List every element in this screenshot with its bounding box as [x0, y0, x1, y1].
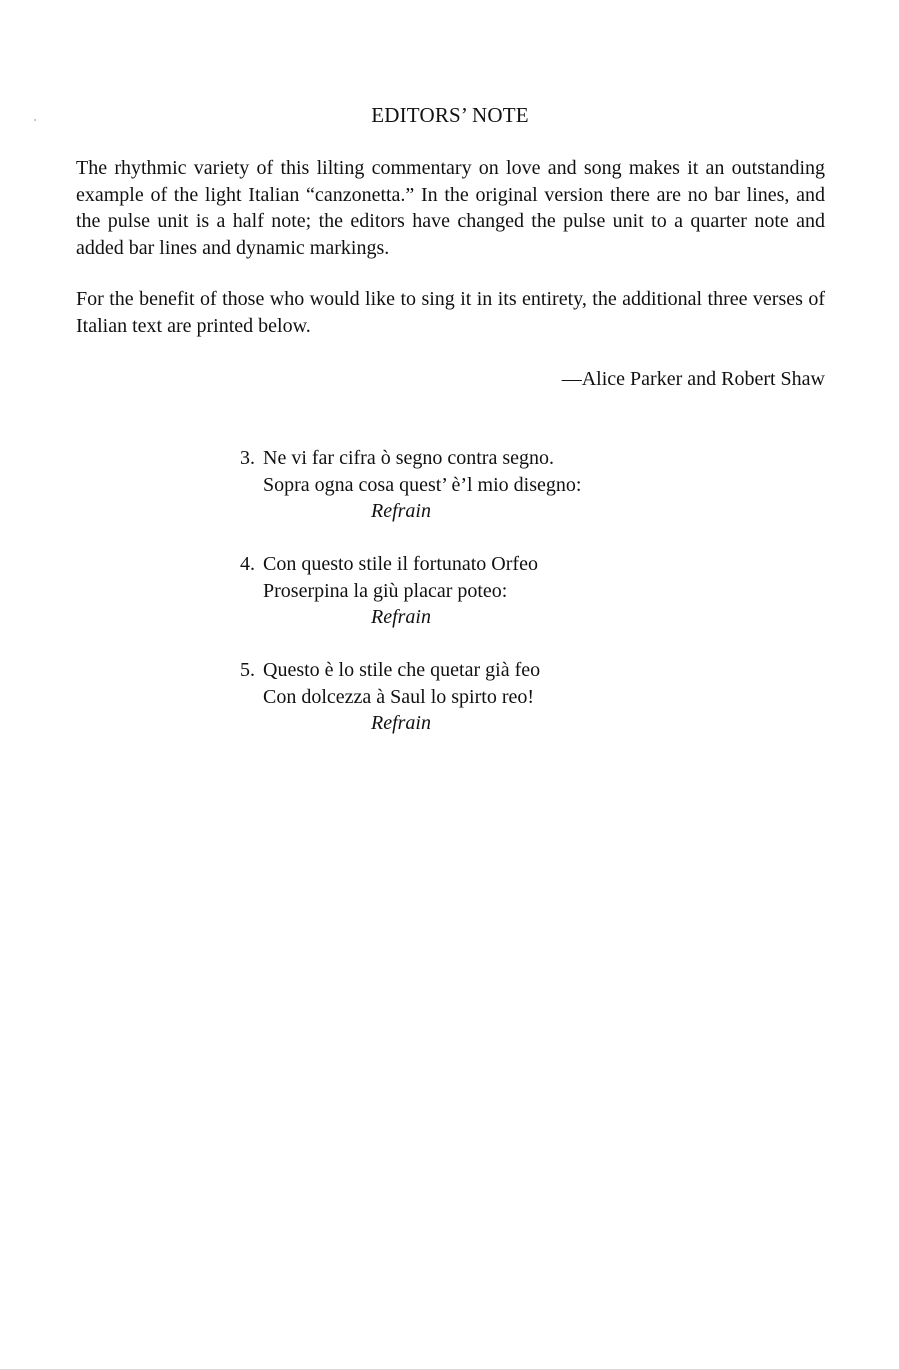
verse-5-text-1: Questo è lo stile che quetar già feo — [263, 659, 541, 681]
verse-4-number: 4. — [240, 553, 255, 575]
verse-3-refrain: Refrain — [371, 500, 431, 522]
verse-3-number: 3. — [240, 447, 255, 469]
verse-4-text-1: Con questo stile il fortunato Orfeo — [263, 553, 538, 575]
verse-4 — [240, 551, 700, 631]
verse-4-line-2: Proserpina la giù placar poteo: — [263, 579, 508, 602]
verse-3-line-2: Sopra ogna cosa quest’ è’l mio disegno: — [263, 473, 582, 496]
verse-5-line-2: Con dolcezza à Saul lo spirto reo! — [263, 685, 535, 708]
verse-3 — [240, 445, 700, 525]
verse-3-line-1 — [240, 445, 700, 472]
verse-4-refrain: Refrain — [371, 606, 431, 628]
note-paragraph-1: The rhythmic variety of this lilting commentary on love and song makes it an outstanding example of the light Italian “canzonetta.” In the original version there are no bar lines, and the pulse unit is a half note; the editors have changed the pulse unit to a quarter note and added bar lines and dynamic markings. — [76, 157, 825, 259]
verse-4-line-1 — [240, 551, 700, 578]
verse-5-line-1 — [240, 657, 700, 684]
verse-3-text-1: Ne vi far cifra ò segno contra segno. — [263, 447, 554, 469]
page-title: EDITORS’ NOTE — [371, 103, 529, 127]
verse-5-number: 5. — [240, 659, 255, 681]
verse-5-refrain: Refrain — [371, 712, 431, 734]
editors-signature: —Alice Parker and Robert Shaw — [561, 368, 825, 390]
verse-5 — [240, 657, 700, 737]
note-paragraph-2: For the benefit of those who would like to sing it in its entirety, the additional three verses of Italian text are printed below. — [76, 288, 825, 337]
